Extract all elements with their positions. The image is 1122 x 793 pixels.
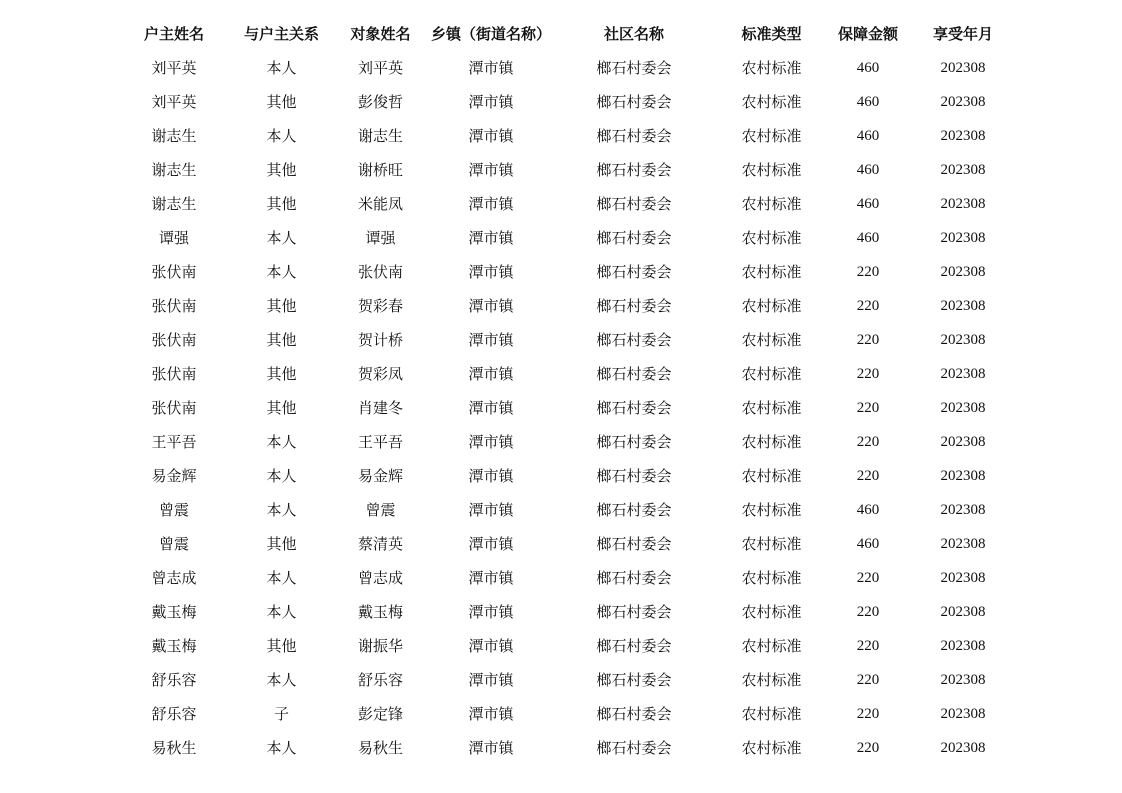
cell-township: 潭市镇 (468, 365, 514, 383)
cell-person-name: 肖建冬 (357, 399, 403, 417)
cell-month: 202308 (940, 604, 986, 620)
table-row (118, 697, 1018, 731)
cell-relation: 本人 (266, 569, 297, 587)
cell-month: 202308 (940, 196, 986, 212)
cell-township: 潭市镇 (468, 501, 514, 519)
cell-relation: 本人 (266, 229, 297, 247)
cell-person-name: 谢志生 (357, 127, 403, 145)
cell-householder-name: 易金辉 (151, 467, 197, 485)
cell-amount: 220 (856, 570, 880, 586)
cell-community: 榔石村委会 (596, 535, 672, 553)
cell-person-name: 曾震 (365, 501, 396, 519)
cell-community: 榔石村委会 (596, 569, 672, 587)
cell-person-name: 舒乐容 (357, 671, 403, 689)
table-row (118, 459, 1018, 493)
cell-standard-type: 农村标准 (741, 161, 802, 179)
cell-township: 潭市镇 (468, 569, 514, 587)
cell-householder-name: 王平吾 (151, 433, 197, 451)
cell-standard-type: 农村标准 (741, 637, 802, 655)
header-amount: 保障金额 (837, 25, 898, 43)
header-community: 社区名称 (603, 25, 664, 43)
cell-community: 榔石村委会 (596, 263, 672, 281)
cell-relation: 本人 (266, 501, 297, 519)
cell-township: 潭市镇 (468, 671, 514, 689)
cell-person-name: 米能凤 (357, 195, 403, 213)
cell-community: 榔石村委会 (596, 195, 672, 213)
cell-person-name: 刘平英 (357, 59, 403, 77)
cell-amount: 220 (856, 740, 880, 756)
cell-relation: 本人 (266, 127, 297, 145)
cell-community: 榔石村委会 (596, 501, 672, 519)
cell-township: 潭市镇 (468, 263, 514, 281)
cell-amount: 220 (856, 468, 880, 484)
cell-amount: 220 (856, 638, 880, 654)
cell-month: 202308 (940, 400, 986, 416)
cell-householder-name: 张伏南 (151, 365, 197, 383)
table-row (118, 731, 1018, 765)
cell-standard-type: 农村标准 (741, 93, 802, 111)
cell-householder-name: 戴玉梅 (151, 637, 197, 655)
cell-person-name: 曾志成 (357, 569, 403, 587)
cell-person-name: 戴玉梅 (357, 603, 403, 621)
header-township: 乡镇（街道名称） (430, 25, 551, 43)
cell-township: 潭市镇 (468, 59, 514, 77)
table-row (118, 85, 1018, 119)
table-row (118, 527, 1018, 561)
cell-person-name: 贺计桥 (357, 331, 403, 349)
cell-householder-name: 舒乐容 (151, 705, 197, 723)
header-month: 享受年月 (932, 25, 993, 43)
cell-township: 潭市镇 (468, 195, 514, 213)
table-row (118, 289, 1018, 323)
cell-month: 202308 (940, 162, 986, 178)
cell-householder-name: 张伏南 (151, 297, 197, 315)
cell-township: 潭市镇 (468, 433, 514, 451)
cell-month: 202308 (940, 672, 986, 688)
cell-community: 榔石村委会 (596, 603, 672, 621)
cell-amount: 460 (856, 60, 880, 76)
cell-relation: 其他 (266, 93, 297, 111)
cell-month: 202308 (940, 706, 986, 722)
cell-month: 202308 (940, 468, 986, 484)
cell-householder-name: 谭强 (158, 229, 189, 247)
cell-relation: 本人 (266, 433, 297, 451)
cell-township: 潭市镇 (468, 229, 514, 247)
cell-householder-name: 谢志生 (151, 161, 197, 179)
cell-relation: 其他 (266, 637, 297, 655)
header-person-name: 对象姓名 (350, 25, 411, 43)
cell-standard-type: 农村标准 (741, 671, 802, 689)
cell-township: 潭市镇 (468, 603, 514, 621)
cell-householder-name: 刘平英 (151, 93, 197, 111)
cell-month: 202308 (940, 60, 986, 76)
cell-relation: 其他 (266, 297, 297, 315)
table-row (118, 221, 1018, 255)
cell-person-name: 张伏南 (357, 263, 403, 281)
cell-householder-name: 戴玉梅 (151, 603, 197, 621)
cell-relation: 其他 (266, 365, 297, 383)
cell-township: 潭市镇 (468, 331, 514, 349)
cell-township: 潭市镇 (468, 127, 514, 145)
cell-relation: 本人 (266, 467, 297, 485)
cell-community: 榔石村委会 (596, 229, 672, 247)
cell-householder-name: 曾震 (158, 535, 189, 553)
cell-householder-name: 张伏南 (151, 331, 197, 349)
cell-relation: 其他 (266, 535, 297, 553)
cell-relation: 本人 (266, 671, 297, 689)
cell-month: 202308 (940, 128, 986, 144)
cell-standard-type: 农村标准 (741, 195, 802, 213)
cell-month: 202308 (940, 230, 986, 246)
cell-person-name: 王平吾 (357, 433, 403, 451)
table-body (118, 51, 1018, 765)
cell-month: 202308 (940, 264, 986, 280)
cell-householder-name: 舒乐容 (151, 671, 197, 689)
cell-community: 榔石村委会 (596, 433, 672, 451)
cell-relation: 本人 (266, 739, 297, 757)
cell-person-name: 彭俊哲 (357, 93, 403, 111)
cell-relation: 子 (273, 705, 289, 723)
table-row (118, 323, 1018, 357)
cell-standard-type: 农村标准 (741, 331, 802, 349)
cell-amount: 220 (856, 366, 880, 382)
table-row (118, 425, 1018, 459)
cell-community: 榔石村委会 (596, 637, 672, 655)
cell-community: 榔石村委会 (596, 739, 672, 757)
cell-amount: 460 (856, 230, 880, 246)
cell-month: 202308 (940, 332, 986, 348)
cell-community: 榔石村委会 (596, 59, 672, 77)
cell-township: 潭市镇 (468, 161, 514, 179)
cell-standard-type: 农村标准 (741, 501, 802, 519)
cell-community: 榔石村委会 (596, 297, 672, 315)
cell-householder-name: 曾震 (158, 501, 189, 519)
cell-standard-type: 农村标准 (741, 433, 802, 451)
cell-township: 潭市镇 (468, 739, 514, 757)
cell-amount: 460 (856, 536, 880, 552)
cell-community: 榔石村委会 (596, 127, 672, 145)
cell-person-name: 谭强 (365, 229, 396, 247)
cell-householder-name: 谢志生 (151, 195, 197, 213)
table-row (118, 51, 1018, 85)
table-row (118, 595, 1018, 629)
cell-amount: 220 (856, 672, 880, 688)
cell-amount: 460 (856, 128, 880, 144)
cell-person-name: 蔡清英 (357, 535, 403, 553)
cell-township: 潭市镇 (468, 93, 514, 111)
cell-standard-type: 农村标准 (741, 365, 802, 383)
cell-month: 202308 (940, 94, 986, 110)
cell-standard-type: 农村标准 (741, 263, 802, 281)
cell-householder-name: 谢志生 (151, 127, 197, 145)
cell-amount: 460 (856, 94, 880, 110)
cell-community: 榔石村委会 (596, 331, 672, 349)
cell-township: 潭市镇 (468, 637, 514, 655)
table-row (118, 153, 1018, 187)
cell-month: 202308 (940, 434, 986, 450)
cell-community: 榔石村委会 (596, 93, 672, 111)
cell-standard-type: 农村标准 (741, 297, 802, 315)
table-row (118, 493, 1018, 527)
cell-person-name: 贺彩春 (357, 297, 403, 315)
cell-month: 202308 (940, 740, 986, 756)
cell-month: 202308 (940, 536, 986, 552)
cell-relation: 其他 (266, 399, 297, 417)
cell-amount: 220 (856, 264, 880, 280)
cell-person-name: 谢振华 (357, 637, 403, 655)
cell-standard-type: 农村标准 (741, 229, 802, 247)
cell-amount: 220 (856, 604, 880, 620)
cell-township: 潭市镇 (468, 297, 514, 315)
cell-month: 202308 (940, 366, 986, 382)
cell-householder-name: 刘平英 (151, 59, 197, 77)
cell-standard-type: 农村标准 (741, 603, 802, 621)
cell-amount: 460 (856, 162, 880, 178)
cell-person-name: 谢桥旺 (357, 161, 403, 179)
cell-amount: 220 (856, 434, 880, 450)
cell-month: 202308 (940, 298, 986, 314)
cell-township: 潭市镇 (468, 705, 514, 723)
cell-householder-name: 张伏南 (151, 399, 197, 417)
cell-township: 潭市镇 (468, 535, 514, 553)
table-row (118, 255, 1018, 289)
table-row (118, 629, 1018, 663)
cell-standard-type: 农村标准 (741, 59, 802, 77)
cell-amount: 220 (856, 706, 880, 722)
header-relation: 与户主关系 (243, 25, 319, 43)
cell-person-name: 彭定锋 (357, 705, 403, 723)
cell-relation: 本人 (266, 59, 297, 77)
cell-township: 潭市镇 (468, 467, 514, 485)
table-row (118, 187, 1018, 221)
table-row (118, 357, 1018, 391)
cell-person-name: 易金辉 (357, 467, 403, 485)
table-header-row (118, 17, 1018, 51)
cell-community: 榔石村委会 (596, 161, 672, 179)
cell-amount: 220 (856, 332, 880, 348)
cell-amount: 460 (856, 502, 880, 518)
cell-standard-type: 农村标准 (741, 705, 802, 723)
table-row (118, 119, 1018, 153)
cell-month: 202308 (940, 638, 986, 654)
cell-householder-name: 易秋生 (151, 739, 197, 757)
cell-township: 潭市镇 (468, 399, 514, 417)
table-row (118, 391, 1018, 425)
cell-relation: 其他 (266, 195, 297, 213)
cell-person-name: 贺彩凤 (357, 365, 403, 383)
cell-community: 榔石村委会 (596, 671, 672, 689)
cell-amount: 220 (856, 298, 880, 314)
data-table (118, 17, 1018, 765)
cell-standard-type: 农村标准 (741, 569, 802, 587)
cell-standard-type: 农村标准 (741, 739, 802, 757)
table-row (118, 561, 1018, 595)
cell-amount: 460 (856, 196, 880, 212)
header-householder-name: 户主姓名 (143, 25, 204, 43)
cell-relation: 其他 (266, 161, 297, 179)
cell-community: 榔石村委会 (596, 365, 672, 383)
cell-relation: 本人 (266, 603, 297, 621)
cell-householder-name: 曾志成 (151, 569, 197, 587)
cell-standard-type: 农村标准 (741, 127, 802, 145)
cell-month: 202308 (940, 570, 986, 586)
cell-community: 榔石村委会 (596, 467, 672, 485)
cell-relation: 本人 (266, 263, 297, 281)
cell-householder-name: 张伏南 (151, 263, 197, 281)
cell-community: 榔石村委会 (596, 705, 672, 723)
cell-standard-type: 农村标准 (741, 399, 802, 417)
cell-month: 202308 (940, 502, 986, 518)
cell-person-name: 易秋生 (357, 739, 403, 757)
cell-standard-type: 农村标准 (741, 535, 802, 553)
cell-standard-type: 农村标准 (741, 467, 802, 485)
table-row (118, 663, 1018, 697)
cell-relation: 其他 (266, 331, 297, 349)
header-standard-type: 标准类型 (741, 25, 802, 43)
cell-community: 榔石村委会 (596, 399, 672, 417)
cell-amount: 220 (856, 400, 880, 416)
